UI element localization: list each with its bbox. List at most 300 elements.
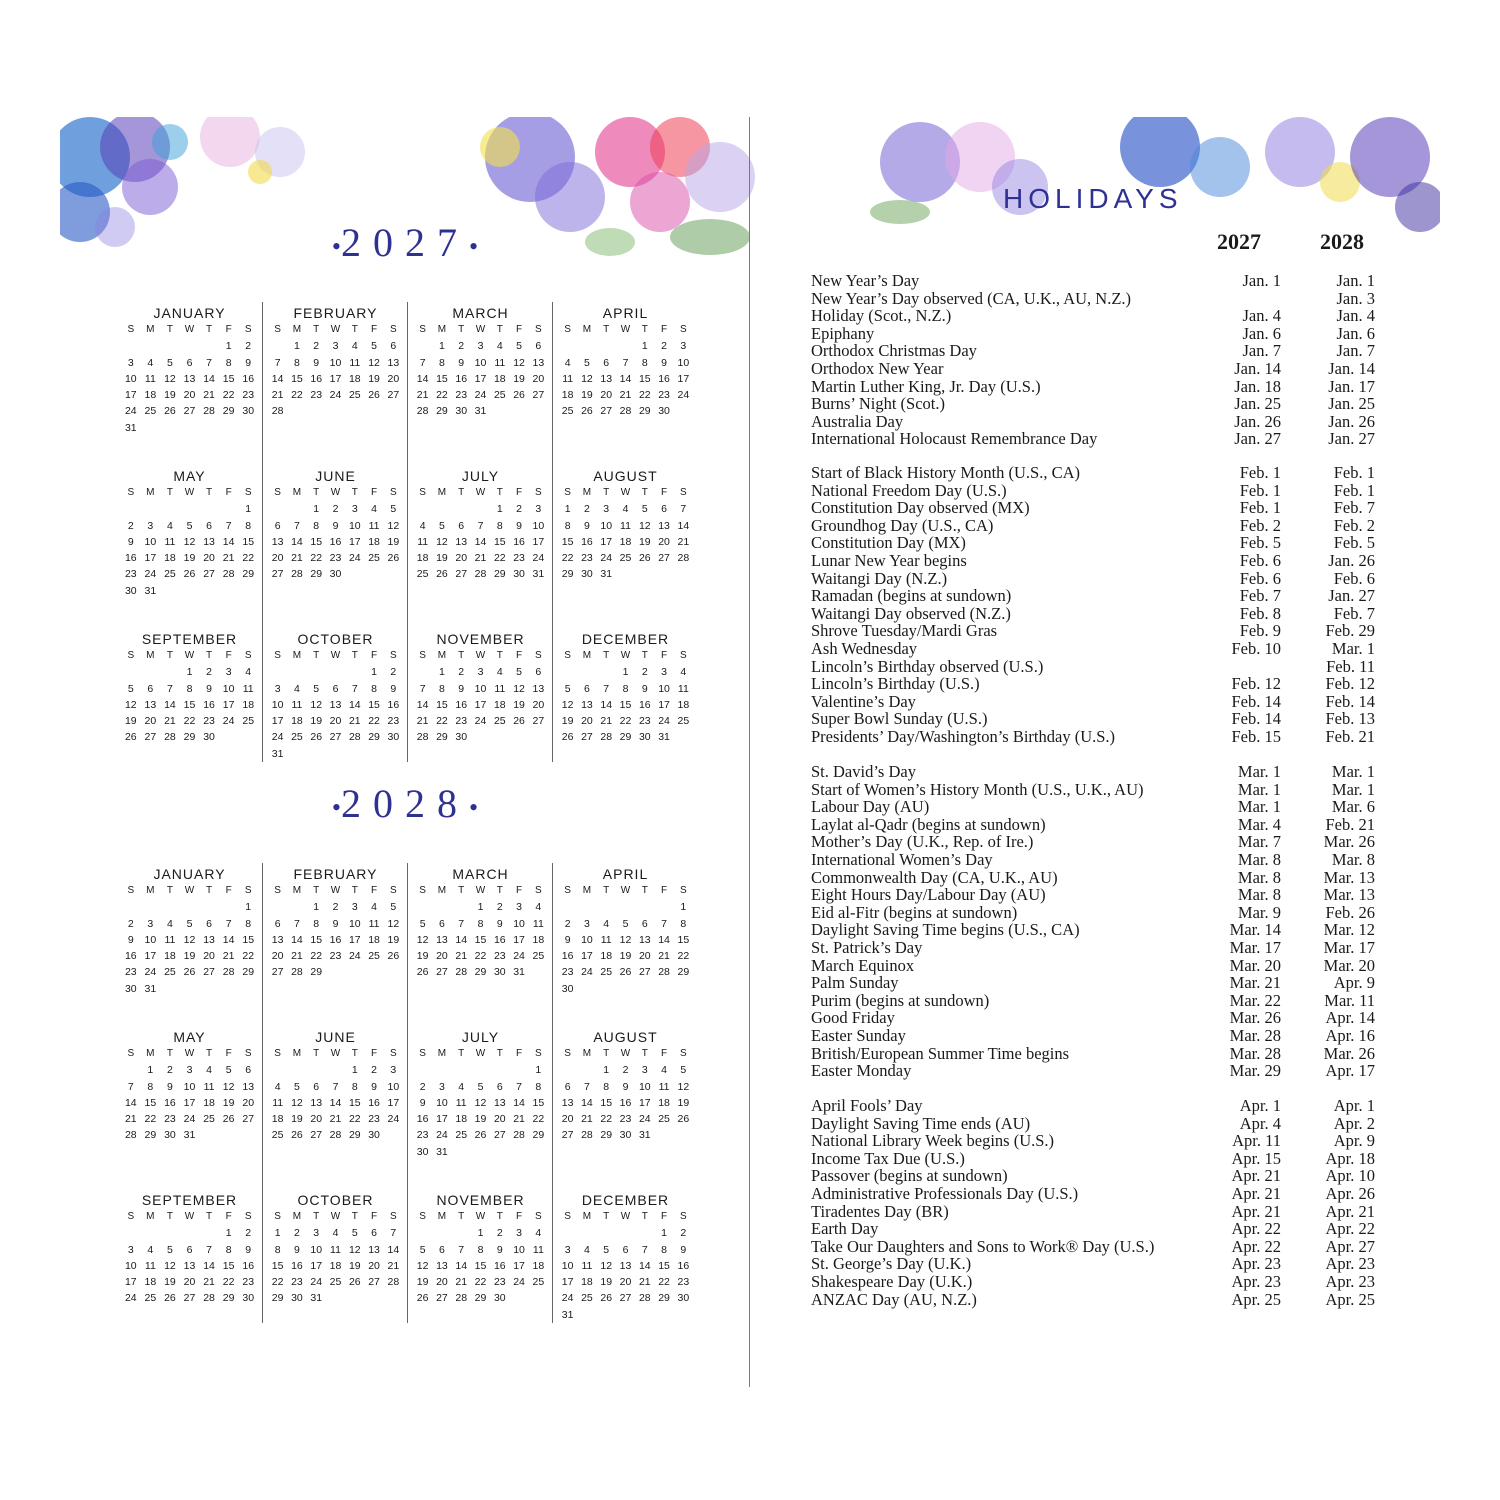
day-cell: 6 (245, 1064, 252, 1077)
weekday-label: F (371, 1048, 378, 1059)
day-cell: 30 (203, 731, 215, 744)
day-cell: 3 (516, 901, 522, 914)
holiday-date-2028: Feb. 21 (1325, 726, 1375, 746)
day-cell: 4 (622, 503, 629, 516)
day-cell: 27 (600, 405, 613, 418)
day-cell: 29 (677, 966, 690, 979)
day-cell: 6 (535, 340, 542, 353)
holiday-name: International Holocaust Remembrance Day (811, 429, 1098, 449)
holiday-name: Administrative Professionals Day (U.S.) (811, 1183, 1079, 1203)
day-cell: 29 (183, 731, 196, 744)
day-cell: 13 (561, 1096, 574, 1109)
day-cell: 23 (581, 552, 593, 565)
day-cell: 20 (436, 950, 448, 963)
day-cell: 19 (513, 698, 525, 711)
empty-cell (268, 338, 287, 354)
day-cell: 2 (622, 1064, 629, 1077)
holiday-row (811, 886, 1381, 904)
weekday-label: F (661, 487, 668, 498)
holidays-year-2027: 2027 (1217, 229, 1261, 254)
day-cell: 5 (390, 503, 397, 516)
holiday-date-2028: Feb. 1 (1333, 480, 1375, 500)
holiday-date-2028: Jan. 7 (1336, 341, 1375, 361)
weekday-label: S (680, 487, 687, 498)
day-cell: 27 (658, 552, 670, 565)
day-cell: 16 (291, 1259, 303, 1272)
day-cell: 24 (658, 715, 670, 728)
weekday-label: F (516, 324, 523, 335)
month-march-2027 (408, 302, 553, 465)
day-cell: 18 (532, 1259, 545, 1272)
weekday-label: M (437, 487, 447, 498)
day-cell: 15 (658, 1259, 670, 1272)
day-cell: 8 (477, 917, 484, 930)
weekday-label: T (351, 885, 358, 896)
day-cell: 2 (371, 1064, 377, 1077)
holiday-name: Eight Hours Day/Labour Day (AU) (811, 885, 1046, 905)
day-cell: 9 (419, 1096, 426, 1109)
day-cell: 5 (225, 1064, 232, 1077)
weekday-label: S (564, 324, 571, 335)
day-cell: 8 (564, 519, 571, 532)
empty-cell (326, 664, 345, 680)
holiday-date-2027: Apr. 21 (1231, 1166, 1281, 1186)
day-cell: 21 (474, 552, 487, 565)
weekday-label: S (535, 1211, 542, 1222)
month-june-2028 (263, 1026, 408, 1189)
empty-cell (413, 501, 432, 517)
day-cell: 16 (368, 1096, 380, 1109)
empty-cell (452, 899, 471, 915)
day-cell: 16 (416, 1113, 429, 1126)
day-cell: 23 (291, 1276, 303, 1289)
day-cell: 29 (600, 1129, 613, 1142)
holiday-name: Australia Day (811, 411, 904, 431)
day-cell: 29 (474, 966, 487, 979)
holiday-date-2028: Mar. 13 (1323, 867, 1375, 887)
holiday-row (811, 605, 1381, 623)
weekday-label: T (313, 885, 320, 896)
weekday-label: M (146, 650, 155, 661)
day-cell: 28 (203, 1292, 215, 1305)
holiday-date-2027: Feb. 7 (1239, 586, 1281, 606)
month-name: JULY (461, 468, 500, 484)
day-cell: 24 (329, 389, 342, 402)
weekday-label: W (184, 650, 195, 661)
day-cell: 5 (127, 682, 134, 695)
year-title-2028: •2028• (331, 781, 479, 826)
holiday-row (811, 957, 1381, 975)
day-cell: 28 (658, 966, 670, 979)
day-cell: 2 (516, 503, 522, 516)
day-cell: 28 (455, 1292, 468, 1305)
day-cell: 24 (638, 1113, 651, 1126)
holiday-date-2027: Apr. 1 (1239, 1096, 1281, 1115)
day-cell: 20 (581, 715, 593, 728)
weekday-label: S (680, 650, 687, 661)
empty-cell (287, 1062, 306, 1078)
holiday-date-2027: Jan. 6 (1242, 323, 1281, 343)
day-cell: 16 (242, 1259, 255, 1272)
day-cell: 7 (225, 519, 232, 532)
empty-cell (199, 1225, 219, 1241)
day-cell: 15 (242, 933, 255, 946)
day-cell: 2 (496, 1227, 503, 1240)
weekday-label: T (458, 1048, 465, 1059)
day-cell: 17 (600, 535, 613, 548)
weekday-label: S (680, 885, 687, 896)
day-cell: 23 (493, 950, 506, 963)
empty-cell (160, 501, 180, 517)
weekday-label: F (371, 487, 378, 498)
day-cell: 27 (532, 715, 545, 728)
holiday-date-2027: Feb. 12 (1231, 674, 1281, 694)
holiday-date-2028: Feb. 11 (1326, 656, 1375, 676)
day-cell: 22 (436, 715, 448, 728)
holiday-date-2027: Feb. 8 (1239, 603, 1281, 623)
day-cell: 15 (677, 933, 690, 946)
day-cell: 3 (535, 503, 542, 516)
holiday-date-2028: Jan. 14 (1328, 358, 1375, 378)
weekday-label: T (166, 324, 173, 335)
holiday-name: Constitution Day (MX) (811, 533, 966, 553)
year-title-2027: •2027• (331, 220, 479, 265)
day-cell: 22 (222, 1276, 235, 1289)
day-cell: 7 (225, 917, 232, 930)
holiday-row (811, 272, 1381, 290)
day-cell: 21 (513, 1113, 525, 1126)
day-cell: 2 (127, 917, 134, 930)
day-grid (558, 322, 693, 420)
day-cell: 16 (513, 535, 525, 548)
day-cell: 23 (203, 715, 215, 728)
weekday-label: S (419, 885, 426, 896)
day-cell: 19 (183, 950, 196, 963)
holiday-date-2027: Feb. 14 (1231, 691, 1281, 711)
day-cell: 29 (222, 1292, 235, 1305)
holiday-date-2027: Apr. 11 (1232, 1131, 1281, 1151)
day-cell: 28 (203, 405, 215, 418)
weekday-label: S (244, 1211, 252, 1222)
weekday-label: S (419, 1211, 426, 1222)
day-cell: 25 (532, 950, 545, 963)
day-cell: 3 (313, 1227, 320, 1240)
empty-cell (577, 1062, 596, 1078)
day-cell: 13 (532, 356, 545, 369)
weekday-label: T (641, 1211, 648, 1222)
day-cell: 18 (368, 535, 380, 548)
day-cell: 17 (387, 1096, 400, 1109)
weekday-label: W (475, 650, 486, 661)
day-cell: 5 (186, 519, 193, 532)
day-cell: 1 (147, 1064, 154, 1077)
day-cell: 17 (532, 535, 545, 548)
day-cell: 20 (271, 552, 284, 565)
day-cell: 7 (516, 1080, 522, 1093)
month-name: SEPTEMBER (141, 631, 238, 647)
holiday-name: National Freedom Day (U.S.) (811, 480, 1007, 500)
day-cell: 22 (436, 389, 448, 402)
holiday-row (811, 1132, 1381, 1150)
day-cell: 20 (658, 535, 670, 548)
day-cell: 1 (225, 340, 232, 353)
weekday-label: T (496, 324, 503, 335)
holiday-name: Take Our Daughters and Sons to Work® Day (U.S.) (811, 1236, 1155, 1256)
weekday-label: W (475, 324, 486, 335)
day-cell: 7 (294, 917, 300, 930)
day-cell: 28 (222, 966, 235, 979)
day-cell: 25 (677, 715, 690, 728)
holiday-date-2027: Apr. 15 (1231, 1148, 1281, 1168)
holiday-date-2028: Jan. 6 (1336, 323, 1375, 343)
day-cell: 18 (164, 950, 176, 963)
month-name: SEPTEMBER (141, 1192, 238, 1208)
day-cell: 26 (124, 731, 137, 744)
day-cell: 5 (584, 356, 590, 369)
holiday-date-2028: Mar. 20 (1323, 955, 1375, 975)
weekday-label: S (274, 650, 281, 661)
day-cell: 18 (144, 1276, 157, 1289)
weekday-label: T (603, 324, 610, 335)
weekday-label: S (390, 1211, 397, 1222)
day-cell: 14 (348, 698, 361, 711)
holiday-row (811, 1220, 1381, 1238)
day-cell: 6 (274, 519, 281, 532)
day-cell: 30 (513, 568, 525, 581)
holiday-date-2028: Jan. 1 (1336, 271, 1375, 290)
day-cell: 12 (124, 698, 137, 711)
day-grid (413, 1046, 548, 1160)
holiday-date-2028: Mar. 26 (1323, 1043, 1375, 1063)
empty-cell (199, 899, 219, 915)
day-cell: 5 (603, 1243, 610, 1256)
day-cell: 29 (474, 1292, 487, 1305)
day-cell: 20 (203, 552, 215, 565)
day-cell: 22 (242, 552, 255, 565)
day-cell: 12 (368, 356, 380, 369)
day-cell: 22 (600, 1113, 613, 1126)
holiday-date-2028: Apr. 27 (1325, 1236, 1375, 1256)
empty-cell (180, 501, 200, 517)
day-cell: 24 (124, 405, 137, 418)
day-cell: 21 (291, 950, 303, 963)
day-cell: 17 (513, 933, 525, 946)
weekday-label: M (146, 1048, 155, 1059)
empty-cell (471, 501, 490, 517)
holiday-name: Orthodox New Year (811, 358, 944, 378)
month-name: JANUARY (153, 305, 226, 321)
weekday-label: F (661, 885, 668, 896)
day-cell: 11 (164, 933, 176, 946)
holiday-name: Earth Day (811, 1219, 879, 1239)
day-cell: 1 (274, 1227, 281, 1240)
column-divider (552, 863, 553, 1323)
day-cell: 18 (600, 950, 613, 963)
weekday-label: T (496, 650, 503, 661)
day-cell: 13 (581, 698, 593, 711)
day-cell: 8 (313, 519, 320, 532)
weekday-label: T (458, 487, 465, 498)
day-cell: 26 (368, 389, 380, 402)
day-cell: 22 (493, 552, 506, 565)
day-cell: 29 (532, 1129, 545, 1142)
day-cell: 13 (532, 682, 545, 695)
empty-cell (307, 1062, 326, 1078)
day-cell: 30 (638, 731, 651, 744)
day-cell: 23 (387, 715, 400, 728)
day-cell: 9 (622, 1080, 629, 1093)
month-may-2028 (118, 1026, 263, 1189)
day-cell: 11 (144, 372, 156, 385)
holiday-name: Purim (begins at sundown) (811, 990, 990, 1010)
empty-cell (597, 338, 616, 354)
day-cell: 10 (474, 682, 487, 695)
day-cell: 28 (222, 568, 235, 581)
day-cell: 17 (124, 1276, 137, 1289)
day-cell: 13 (203, 535, 215, 548)
holiday-row (811, 781, 1381, 799)
weekday-label: S (419, 1048, 426, 1059)
day-cell: 4 (458, 1080, 465, 1093)
day-cell: 23 (242, 389, 255, 402)
day-cell: 4 (661, 1064, 667, 1077)
day-cell: 26 (348, 1276, 361, 1289)
empty-cell (307, 664, 326, 680)
day-cell: 22 (474, 1276, 487, 1289)
day-cell: 30 (561, 982, 574, 995)
holiday-date-2027: Apr. 25 (1231, 1289, 1281, 1309)
day-cell: 7 (206, 1243, 212, 1256)
empty-cell (121, 899, 141, 915)
day-cell: 9 (516, 519, 522, 532)
empty-cell (160, 664, 180, 680)
day-cell: 12 (183, 535, 196, 548)
day-cell: 2 (332, 901, 339, 914)
holiday-date-2027: Mar. 7 (1237, 832, 1281, 852)
day-cell: 29 (436, 405, 448, 418)
holiday-date-2028: Mar. 12 (1323, 920, 1375, 940)
day-cell: 11 (581, 1259, 593, 1272)
day-cell: 19 (600, 1276, 613, 1289)
day-cell: 5 (294, 1080, 300, 1093)
holiday-row (811, 1238, 1381, 1256)
day-grid (413, 1209, 548, 1307)
day-cell: 20 (619, 1276, 632, 1289)
holiday-date-2028: Apr. 1 (1333, 1096, 1375, 1115)
day-cell: 18 (144, 389, 157, 402)
holiday-date-2027: Mar. 22 (1229, 990, 1281, 1010)
day-cell: 6 (206, 519, 212, 532)
day-cell: 1 (622, 666, 629, 679)
day-cell: 21 (455, 950, 468, 963)
day-cell: 4 (351, 340, 358, 353)
holiday-name: Shrove Tuesday/Mardi Gras (811, 621, 998, 641)
day-cell: 29 (222, 405, 235, 418)
holiday-date-2028: Apr. 14 (1325, 1008, 1375, 1028)
day-cell: 17 (561, 1276, 574, 1289)
weekday-label: M (292, 324, 302, 335)
weekday-label: T (641, 650, 648, 661)
day-cell: 11 (368, 519, 380, 532)
day-cell: 15 (310, 933, 323, 946)
holiday-date-2027: Feb. 5 (1239, 533, 1281, 553)
holiday-name: Start of Women’s History Month (U.S., U.K., AU) (811, 779, 1144, 799)
weekday-label: M (292, 1211, 302, 1222)
day-cell: 10 (183, 1080, 196, 1093)
empty-cell (121, 1062, 141, 1078)
day-cell: 3 (332, 340, 339, 353)
empty-cell (558, 1062, 577, 1078)
day-cell: 13 (310, 1096, 323, 1109)
day-cell: 26 (436, 568, 448, 581)
day-cell: 15 (493, 535, 506, 548)
holiday-date-2027: Jan. 7 (1242, 341, 1281, 361)
day-cell: 13 (619, 1259, 632, 1272)
day-cell: 5 (516, 666, 522, 679)
day-cell: 14 (387, 1243, 400, 1256)
day-cell: 29 (658, 1292, 670, 1305)
day-grid (121, 648, 258, 746)
day-cell: 25 (368, 950, 380, 963)
day-cell: 6 (641, 917, 648, 930)
weekday-label: F (516, 1048, 523, 1059)
day-cell: 15 (310, 535, 323, 548)
day-cell: 19 (638, 535, 651, 548)
weekday-label: M (582, 1211, 592, 1222)
holiday-row (811, 1115, 1381, 1133)
month-october-2028 (263, 1189, 408, 1352)
day-cell: 19 (677, 1096, 690, 1109)
weekday-label: S (419, 487, 426, 498)
day-cell: 22 (561, 552, 574, 565)
holiday-date-2028: Feb. 29 (1325, 621, 1375, 641)
day-cell: 31 (513, 966, 525, 979)
holiday-date-2028: Jan. 4 (1336, 306, 1375, 326)
day-cell: 26 (677, 1113, 690, 1126)
day-cell: 31 (474, 405, 487, 418)
day-cell: 21 (581, 1113, 593, 1126)
holiday-row (811, 1150, 1381, 1168)
month-name: FEBRUARY (293, 305, 378, 321)
day-cell: 14 (203, 1259, 215, 1272)
day-cell: 27 (581, 731, 593, 744)
day-cell: 16 (561, 950, 574, 963)
day-cell: 7 (680, 503, 687, 516)
holiday-date-2027: Mar. 29 (1229, 1061, 1281, 1081)
day-cell: 28 (271, 405, 284, 418)
holiday-name: Daylight Saving Time begins (U.S., CA) (811, 920, 1080, 940)
weekday-label: F (516, 1211, 523, 1222)
day-cell: 10 (329, 356, 342, 369)
weekday-label: T (641, 1048, 648, 1059)
weekday-label: F (371, 885, 378, 896)
empty-cell (160, 1225, 180, 1241)
weekday-label: T (313, 1048, 320, 1059)
day-cell: 24 (144, 966, 157, 979)
day-grid (121, 883, 258, 997)
day-cell: 29 (242, 568, 255, 581)
day-cell: 17 (474, 372, 487, 385)
day-cell: 17 (183, 1096, 196, 1109)
day-cell: 15 (474, 933, 487, 946)
day-cell: 1 (603, 1064, 610, 1077)
empty-cell (268, 1062, 287, 1078)
empty-cell (577, 338, 596, 354)
day-cell: 12 (387, 519, 400, 532)
day-cell: 2 (245, 340, 252, 353)
weekday-label: F (371, 650, 378, 661)
day-cell: 5 (516, 340, 522, 353)
